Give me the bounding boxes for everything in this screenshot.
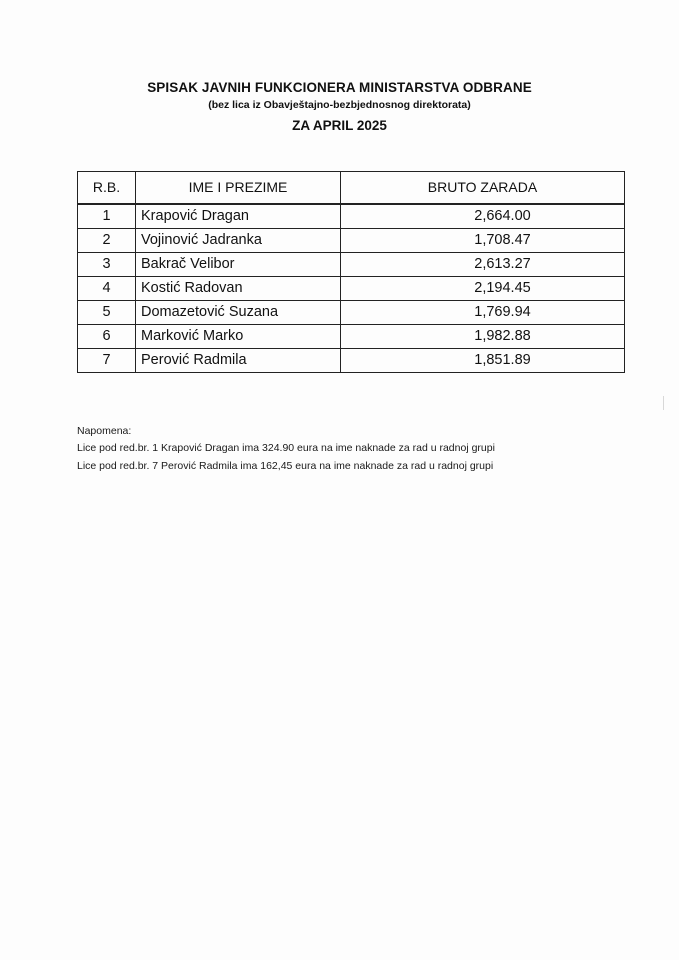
row-amount: 1,769.94 <box>341 301 625 325</box>
header-amount: BRUTO ZARADA <box>341 172 625 205</box>
row-name: Kostić Radovan <box>136 277 341 301</box>
row-name: Domazetović Suzana <box>136 301 341 325</box>
row-name: Perović Radmila <box>136 349 341 373</box>
row-name: Krapović Dragan <box>136 204 341 229</box>
document-subtitle: (bez lica iz Obavještajno-bezbjednosnog direktorata) <box>208 99 471 111</box>
row-amount: 1,708.47 <box>341 229 625 253</box>
row-rb: 1 <box>78 204 136 229</box>
table-row <box>78 349 625 373</box>
row-name: Bakrač Velibor <box>136 253 341 277</box>
note-line: Lice pod red.br. 1 Krapović Dragan ima 324.90 eura na ime naknade za rad u radnoj grupi <box>77 442 495 454</box>
note-heading: Napomena: <box>77 425 132 437</box>
table-row <box>78 229 625 253</box>
header-rb: R.B. <box>78 172 136 205</box>
row-name: Marković Marko <box>136 325 341 349</box>
table-row <box>78 325 625 349</box>
row-rb: 3 <box>78 253 136 277</box>
row-amount: 1,982.88 <box>341 325 625 349</box>
scan-artifact <box>663 396 664 410</box>
row-name: Vojinović Jadranka <box>136 229 341 253</box>
row-amount: 2,664.00 <box>341 204 625 229</box>
table-row <box>78 204 625 229</box>
row-amount: 2,194.45 <box>341 277 625 301</box>
table-header-row <box>78 172 625 205</box>
row-rb: 5 <box>78 301 136 325</box>
row-rb: 6 <box>78 325 136 349</box>
table-row <box>78 277 625 301</box>
row-rb: 4 <box>78 277 136 301</box>
document-period: ZA APRIL 2025 <box>292 118 387 133</box>
row-amount: 2,613.27 <box>341 253 625 277</box>
table-row <box>78 301 625 325</box>
note-line: Lice pod red.br. 7 Perović Radmila ima 162,45 eura na ime naknade za rad u radnoj grupi <box>77 460 494 472</box>
row-rb: 7 <box>78 349 136 373</box>
salary-table <box>77 171 625 373</box>
document-title: SPISAK JAVNIH FUNKCIONERA MINISTARSTVA ODBRANE <box>147 80 532 95</box>
row-rb: 2 <box>78 229 136 253</box>
header-name: IME I PREZIME <box>136 172 341 205</box>
row-amount: 1,851.89 <box>341 349 625 373</box>
table-body <box>78 204 625 373</box>
table-row <box>78 253 625 277</box>
table-header <box>78 172 625 205</box>
